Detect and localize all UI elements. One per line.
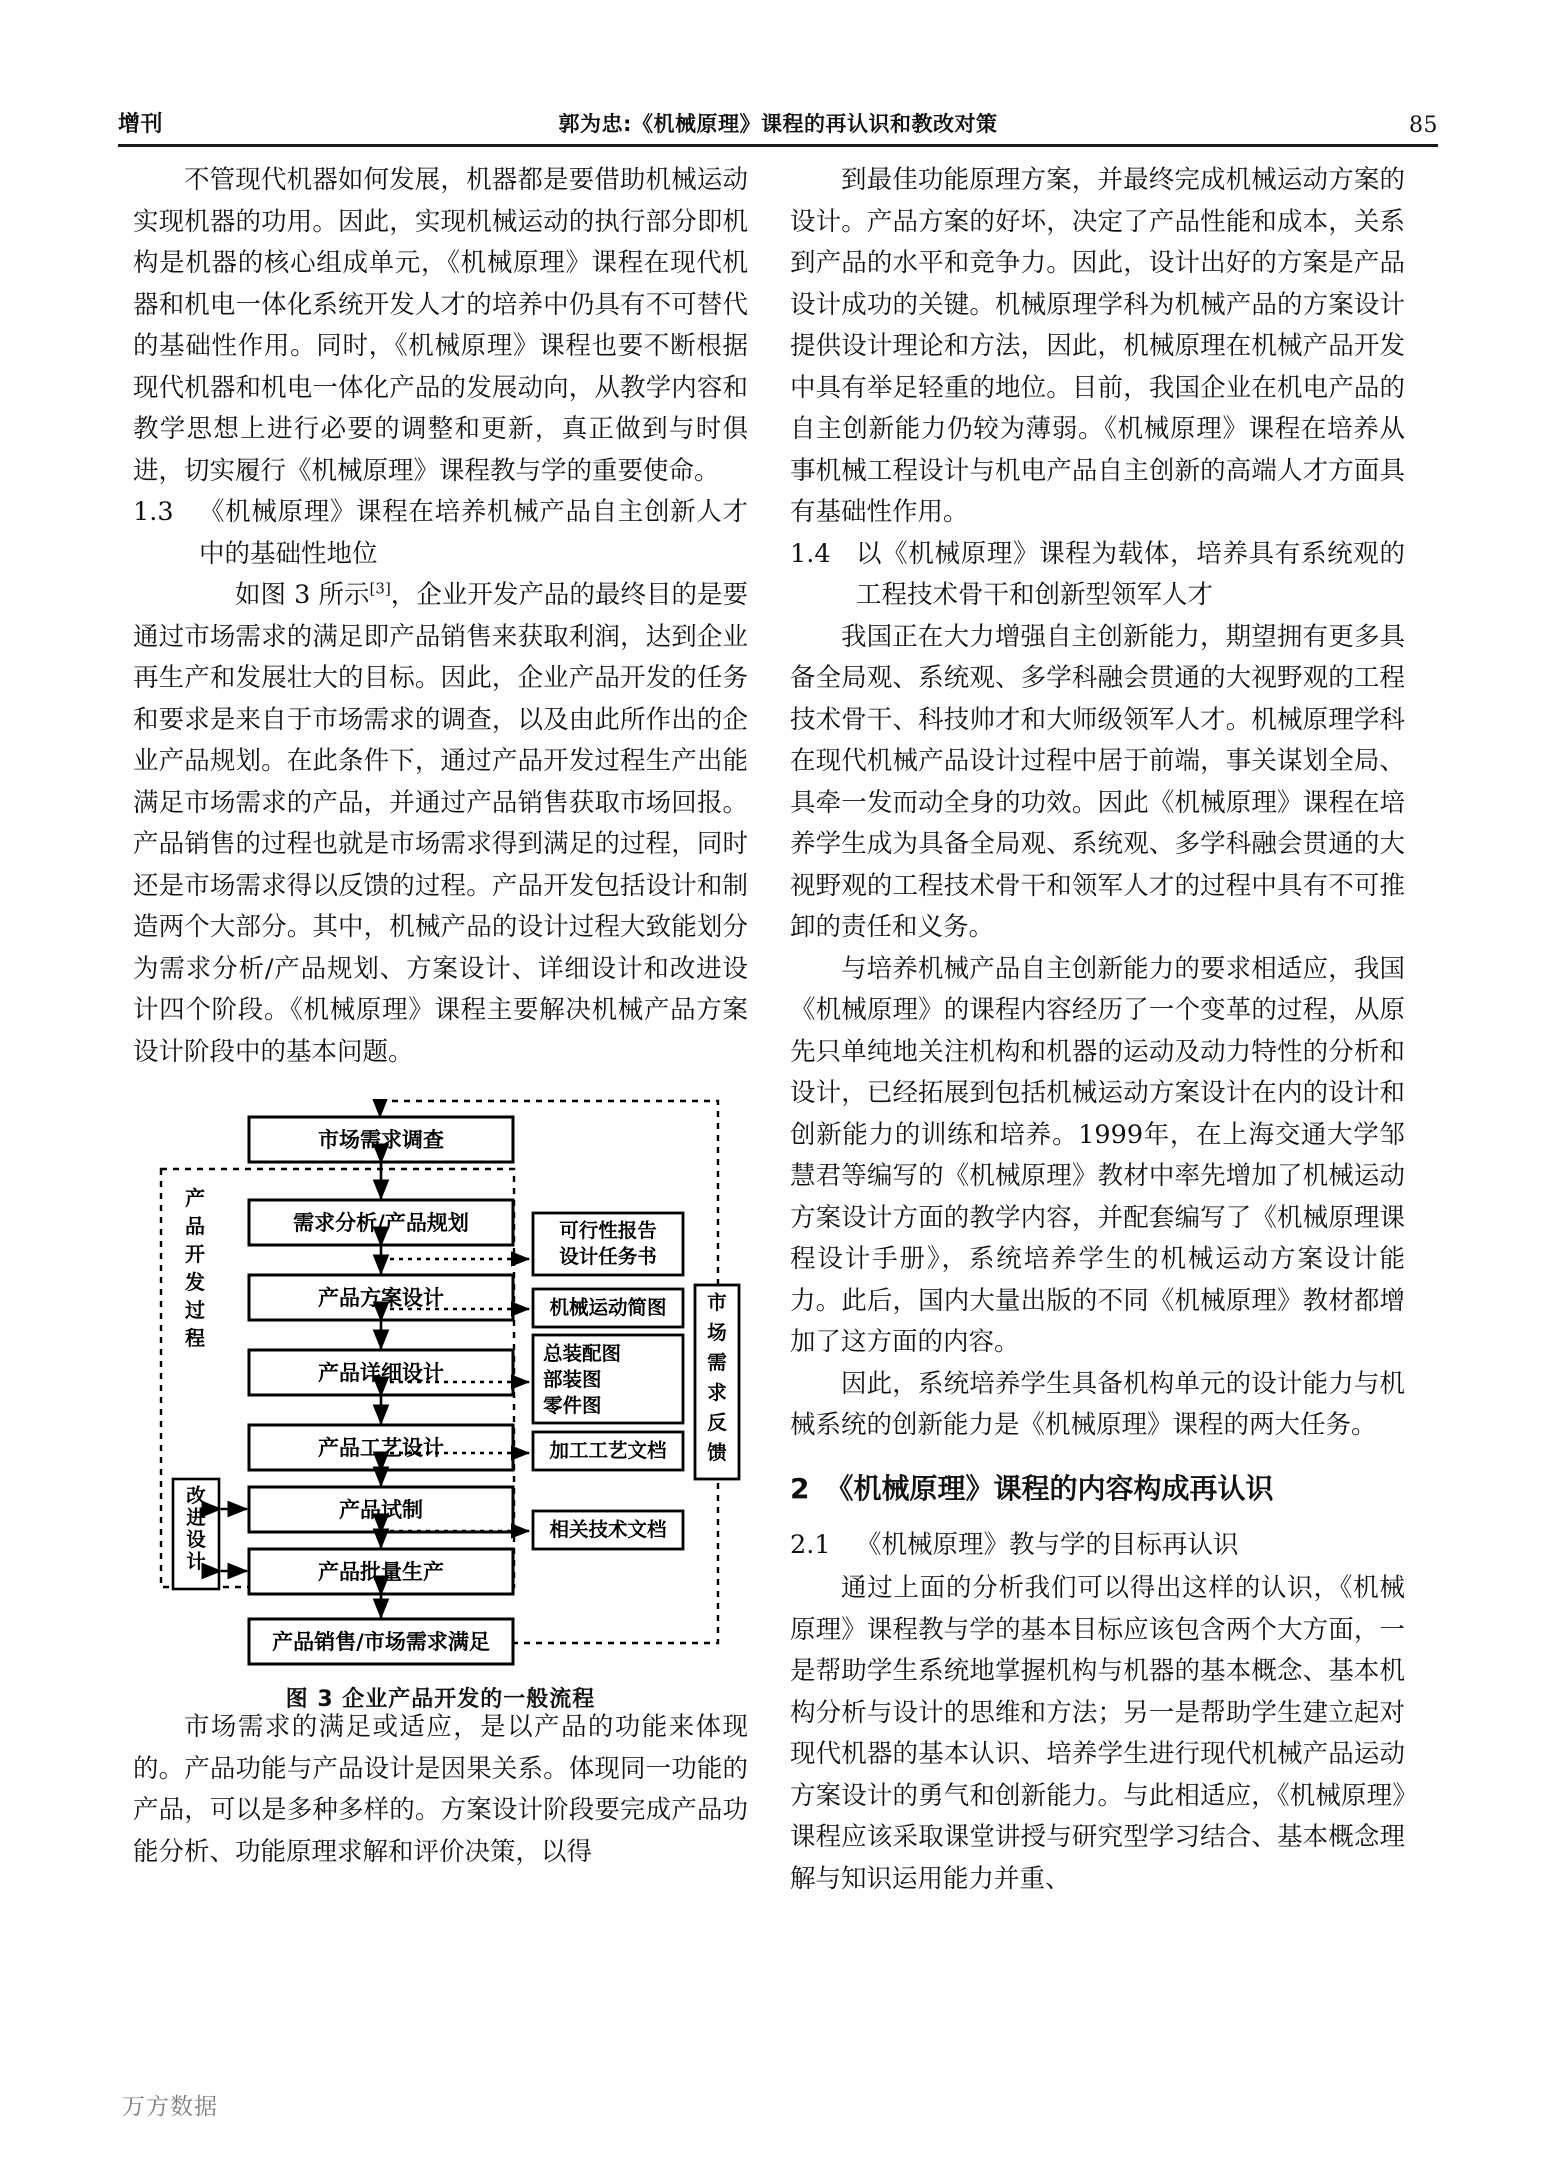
citation-marker: [3] xyxy=(369,579,391,598)
paragraph-with-reference xyxy=(133,575,748,1073)
output-box-label: 机械运动简图 xyxy=(549,1296,667,1319)
improve-design-label: 改 xyxy=(186,1484,206,1507)
svg-text:馈: 馈 xyxy=(707,1441,727,1464)
paragraph: 因此，系统培养学生具备机构单元的设计能力与机械系统的创新能力是《机械原理》课程的两大任务。 xyxy=(790,1368,1405,1440)
flow-box-label: 需求分析/产品规划 xyxy=(293,1211,469,1235)
svg-text:程: 程 xyxy=(185,1326,205,1350)
running-head-left: 增刊 xyxy=(118,112,164,137)
flow-box-label: 产品销售/市场需求满足 xyxy=(272,1630,490,1654)
svg-text:发: 发 xyxy=(185,1270,205,1294)
market-feedback-label: 市 xyxy=(707,1291,727,1314)
output-box-label: 加工工艺文档 xyxy=(549,1439,667,1462)
paragraph: 市场需求的满足或适应，是以产品的功能来体现的。产品功能与产品设计是因果关系。体现同一功能的产品，可以是多种多样的。方案设计阶段要完成产品功能分析、功能原理求解和评价决策，以得 xyxy=(133,1712,748,1867)
svg-text:设: 设 xyxy=(186,1528,206,1551)
paragraph: 我国正在大力增强自主创新能力，期望拥有更多具备全局观、系统观、多学科融会贯通的大视野观的工程技术骨干、科技帅才和大师级领军人才。机械原理学科在现代机械产品设计过程中居于前端，事关谋划全局、具牵一发而动全身的功效。因此《机械原理》课程在培养学生成为具备全局观、系统观、多学科融会贯通的大视野观的工程技术骨干和领军人才的过程中具有不可推卸的责任和义务。 xyxy=(790,621,1405,942)
paragraph-rest: ，企业开发产品的最终目的是要通过市场需求的满足即产品销售来获取利润，达到企业再生产和发展壮大的目标。因此，企业产品开发的任务和要求是来自于市场需求的调查，以及由此所作出的企业产品规划。在此条件下，通过产品开发过程生产出能满足市场需求的产品，并通过产品销售获取市场回报。产品销售的过程也就是市场需求得到满足的过程，同时还是市场需求得以反馈的过程。产品开发包括设计和制造两个大部分。其中，机械产品的设计过程大致能划分为需求分析/产品规划、方案设计、详细设计和改进设计四个阶段。《机械原理》课程主要解决机械产品方案设计阶段中的基本问题。 xyxy=(133,580,748,1067)
paragraph-lead: 如图 3 所示 xyxy=(235,580,370,610)
heading-text: 《机械原理》课程在培养机械产品自主创新人才中的基础性地位 xyxy=(199,497,748,569)
paragraph: 到最佳功能原理方案，并最终完成机械运动方案的设计。产品方案的好坏，决定了产品性能和成本，关系到产品的水平和竞争力。因此，设计出好的方案是产品设计成功的关键。机械原理学科为机械产品的方案设计提供设计理论和方法，因此，机械原理在机械产品开发中具有举足轻重的地位。目前，我国企业在机电产品的自主创新能力仍较为薄弱。《机械原理》课程在培养从事机械工程设计与机电产品自主创新的高端人才方面具有基础性作用。 xyxy=(790,165,1405,527)
heading-text: 以《机械原理》课程为载体，培养具有系统观的工程技术骨干和创新型领军人才 xyxy=(856,538,1405,610)
svg-text:部装图: 部装图 xyxy=(543,1368,602,1391)
product-development-flowchart xyxy=(133,1087,748,1687)
page-number: 85 xyxy=(1409,113,1438,138)
svg-text:进: 进 xyxy=(186,1506,206,1529)
heading-number: 1.3 xyxy=(133,497,174,527)
flow-box-label: 产品批量生产 xyxy=(318,1560,444,1584)
figure-caption: 图 3 企业产品开发的一般流程 xyxy=(285,1687,596,1712)
flow-box-label: 产品试制 xyxy=(339,1498,423,1522)
flow-box-label: 产品工艺设计 xyxy=(318,1436,444,1460)
svg-text:需: 需 xyxy=(707,1351,727,1374)
output-box-label: 总装配图 xyxy=(543,1342,622,1365)
left-column xyxy=(133,160,748,1873)
svg-text:场: 场 xyxy=(707,1321,727,1344)
paragraph: 与培养机械产品自主创新能力的要求相适应，我国《机械原理》的课程内容经历了一个变革的过程，从原先只单纯地关注机构和机器的运动及动力特性的分析和设计，已经拓展到包括机械运动方案设计在内的设计和创新能力的训练和培养。1999年，在上海交通大学邹慧君等编写的《机械原理》教材中率先增加了机械运动方案设计方面的教学内容，并配套编写了《机械原理课程设计手册》，系统培养学生的机械运动方案设计能力。此后，国内大量出版的不同《机械原理》教材都增加了这方面的内容。 xyxy=(790,953,1405,1357)
svg-text:开: 开 xyxy=(185,1242,205,1266)
flow-box-label: 产品详细设计 xyxy=(318,1361,444,1385)
heading-number: 2 xyxy=(790,1471,810,1505)
flow-box-label: 产品方案设计 xyxy=(318,1286,444,1310)
paragraph: 不管现代机器如何发展，机器都是要借助机械运动实现机器的功用。因此，实现机械运动的执行部分即机构是机器的核心组成单元，《机械原理》课程在现代机器和机电一体化系统开发人才的培养中仍具有不可替代的基础性作用。同时，《机械原理》课程也要不断根据现代机器和机电一体化产品的发展动向，从教学内容和教学思想上进行必要的调整和更新，真正做到与时俱进，切实履行《机械原理》课程教与学的重要使命。 xyxy=(133,165,748,486)
svg-text:设计任务书: 设计任务书 xyxy=(559,1245,657,1268)
svg-text:品: 品 xyxy=(185,1214,205,1238)
right-column xyxy=(790,160,1405,1900)
svg-text:求: 求 xyxy=(707,1381,727,1404)
flow-box-label: 市场需求调查 xyxy=(318,1128,444,1152)
svg-text:过: 过 xyxy=(185,1298,205,1322)
output-box-label: 可行性报告 xyxy=(559,1219,657,1242)
heading-2-1 xyxy=(790,1525,1405,1567)
heading-text: 《机械原理》教与学的目标再认识 xyxy=(856,1529,1239,1560)
heading-1-4 xyxy=(790,534,1405,617)
figure-3 xyxy=(133,1087,748,1712)
heading-2 xyxy=(790,1469,1405,1509)
svg-text:反: 反 xyxy=(707,1411,727,1434)
running-head-title: 郭为忠:《机械原理》课程的再认识和教改对策 xyxy=(558,112,998,136)
heading-text: 《机械原理》课程的内容构成再认识 xyxy=(825,1471,1274,1505)
watermark: 万方数据 xyxy=(122,2094,218,2120)
paragraph: 通过上面的分析我们可以得出这样的认识，《机械原理》课程教与学的基本目标应该包含两个大方面，一是帮助学生系统地掌握机构与机器的基本概念、基本机构分析与设计的思维和方法；另一是帮助学生建立起对现代机器的基本认识、培养学生进行现代机械产品运动方案设计的勇气和创新能力。与此相适应，《机械原理》课程应该采取课堂讲授与研究型学习结合、基本概念理解与知识运用能力并重、 xyxy=(790,1573,1405,1894)
heading-number: 1.4 xyxy=(790,538,831,569)
output-box-label: 相关技术文档 xyxy=(549,1518,667,1541)
heading-number: 2.1 xyxy=(790,1529,831,1560)
development-process-label: 产 xyxy=(185,1186,205,1210)
svg-text:零件图: 零件图 xyxy=(543,1394,602,1417)
running-head xyxy=(118,100,1438,138)
header-rule xyxy=(118,144,1438,147)
heading-1-3 xyxy=(133,492,748,575)
svg-text:计: 计 xyxy=(186,1550,206,1573)
